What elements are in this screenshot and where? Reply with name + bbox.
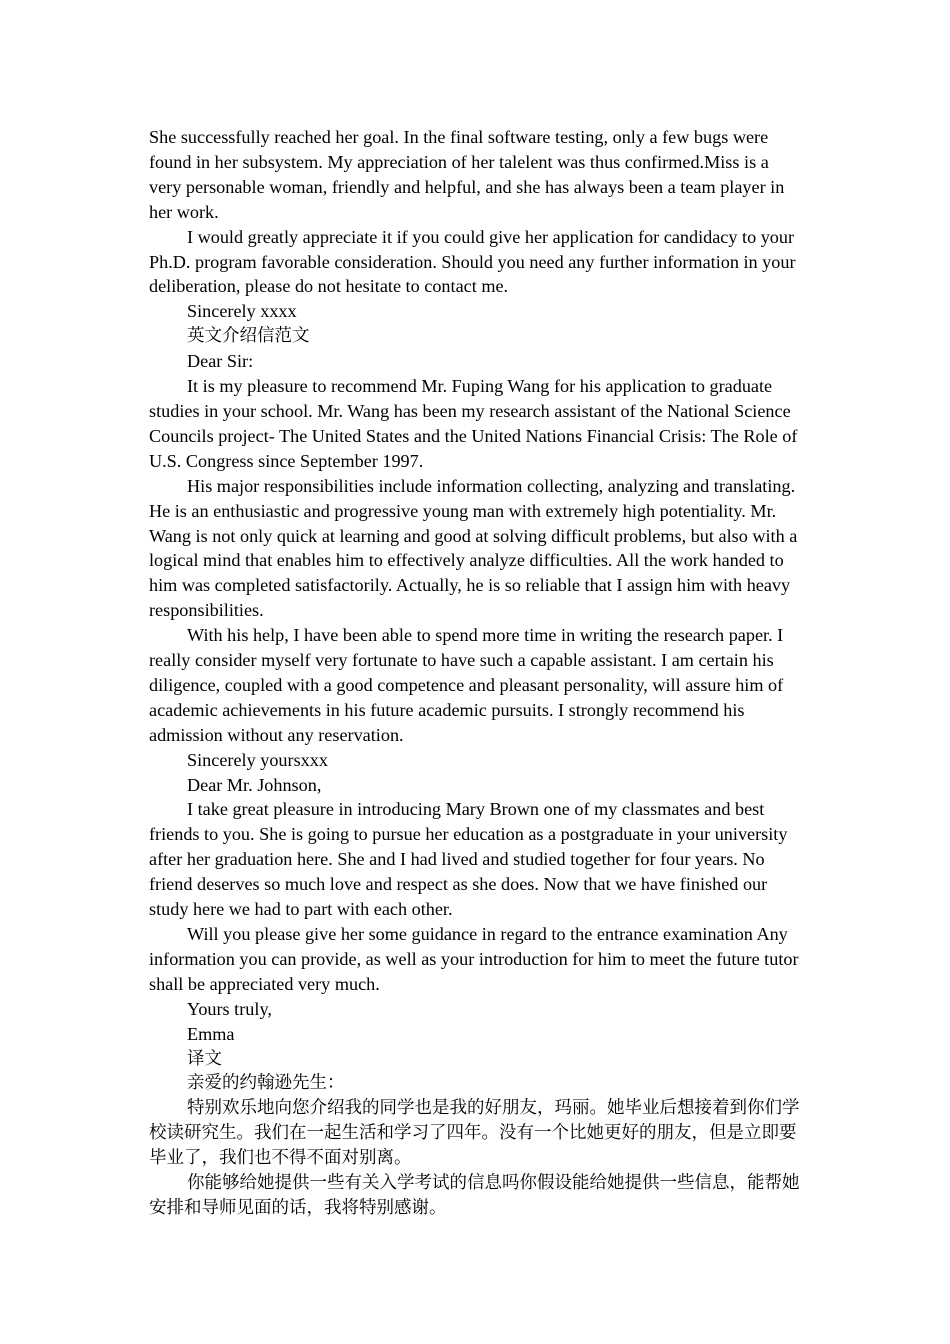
section-heading-sample-letter: 英文介绍信范文 [187,326,310,347]
paragraph-ending-previous-letter: She successfully reached her goal. In the final software testing, only a few bugs were found in her subsystem. My appreciation of her talelent was thus confirmed.Miss is a very personable woman, friendly and helpful, and she has always been a team player in her work. [149,127,785,222]
signature-emma: Emma [187,1023,235,1044]
paragraph-responsibilities: His major responsibilities include information collecting, analyzing and translating. He is an enthusiastic and progressive young man with extremely high potentiality. Mr. Wang is not only quick at learning and good at solving difficult problems, but also with a logical mind that enables him to effectively analyze difficulties. All the work handed to him was completed satisfactorily. Actually, he is so reliable that I assign him with heavy responsibilities. [149,475,798,621]
paragraph-translation-request: 你能够给她提供一些有关入学考试的信息吗你假设能给她提供一些信息，能帮她安排和导师见面的话，我将特别感谢。 [149,1173,800,1218]
signature-sincerely: Sincerely xxxx [187,301,297,322]
document-body [149,125,804,1221]
salutation-dear-johnson: Dear Mr. Johnson, [187,774,322,795]
paragraph-request-consideration: I would greatly appreciate it if you could give her application for candidacy to your Ph.D. program favorable consideration. Should you need any further information in your deliberation, please do not hesitate to contact me. [149,226,796,297]
closing-yours-truly: Yours truly, [187,998,272,1019]
paragraph-introducing-mary: I take great pleasure in introducing Mary Brown one of my classmates and best friends to you. She is going to pursue her education as a postgraduate in your university after her graduation here. She and I had lived and studied together for four years. No friend deserves so much love and respect as she does. Now that we have finished our study here we had to part with each other. [149,799,788,920]
heading-translation: 译文 [187,1048,222,1069]
salutation-translation: 亲爱的约翰逊先生： [187,1073,345,1094]
paragraph-translation-intro: 特别欢乐地向您介绍我的同学也是我的好朋友，玛丽。她毕业后想接着到你们学校读研究生。我们在一起生活和学习了四年。没有一个比她更好的朋友，但是立即要毕业了，我们也不得不面对别离。 [149,1098,800,1169]
paragraph-with-his-help: With his help, I have been able to spend more time in writing the research paper. I really consider myself very fortunate to have such a capable assistant. I am certain his diligence, coupled with a good competence and pleasant personality, will assure him of academic achievements in his future academic pursuits. I strongly recommend his admission without any reservation. [149,625,784,745]
salutation-dear-sir: Dear Sir: [187,351,254,372]
signature-sincerely-yours: Sincerely yoursxxx [187,749,328,770]
paragraph-guidance-request: Will you please give her some guidance in regard to the entrance examination Any information you can provide, as well as your introduction for him to meet the future tutor shall be appreciated very much. [149,924,799,994]
paragraph-recommend-wang: It is my pleasure to recommend Mr. Fuping Wang for his application to graduate studies in your school. Mr. Wang has been my research assistant of the National Science Councils project- The United States and the United Nations Financial Crisis: The Role of U.S. Congress since September 1997. [149,376,798,471]
